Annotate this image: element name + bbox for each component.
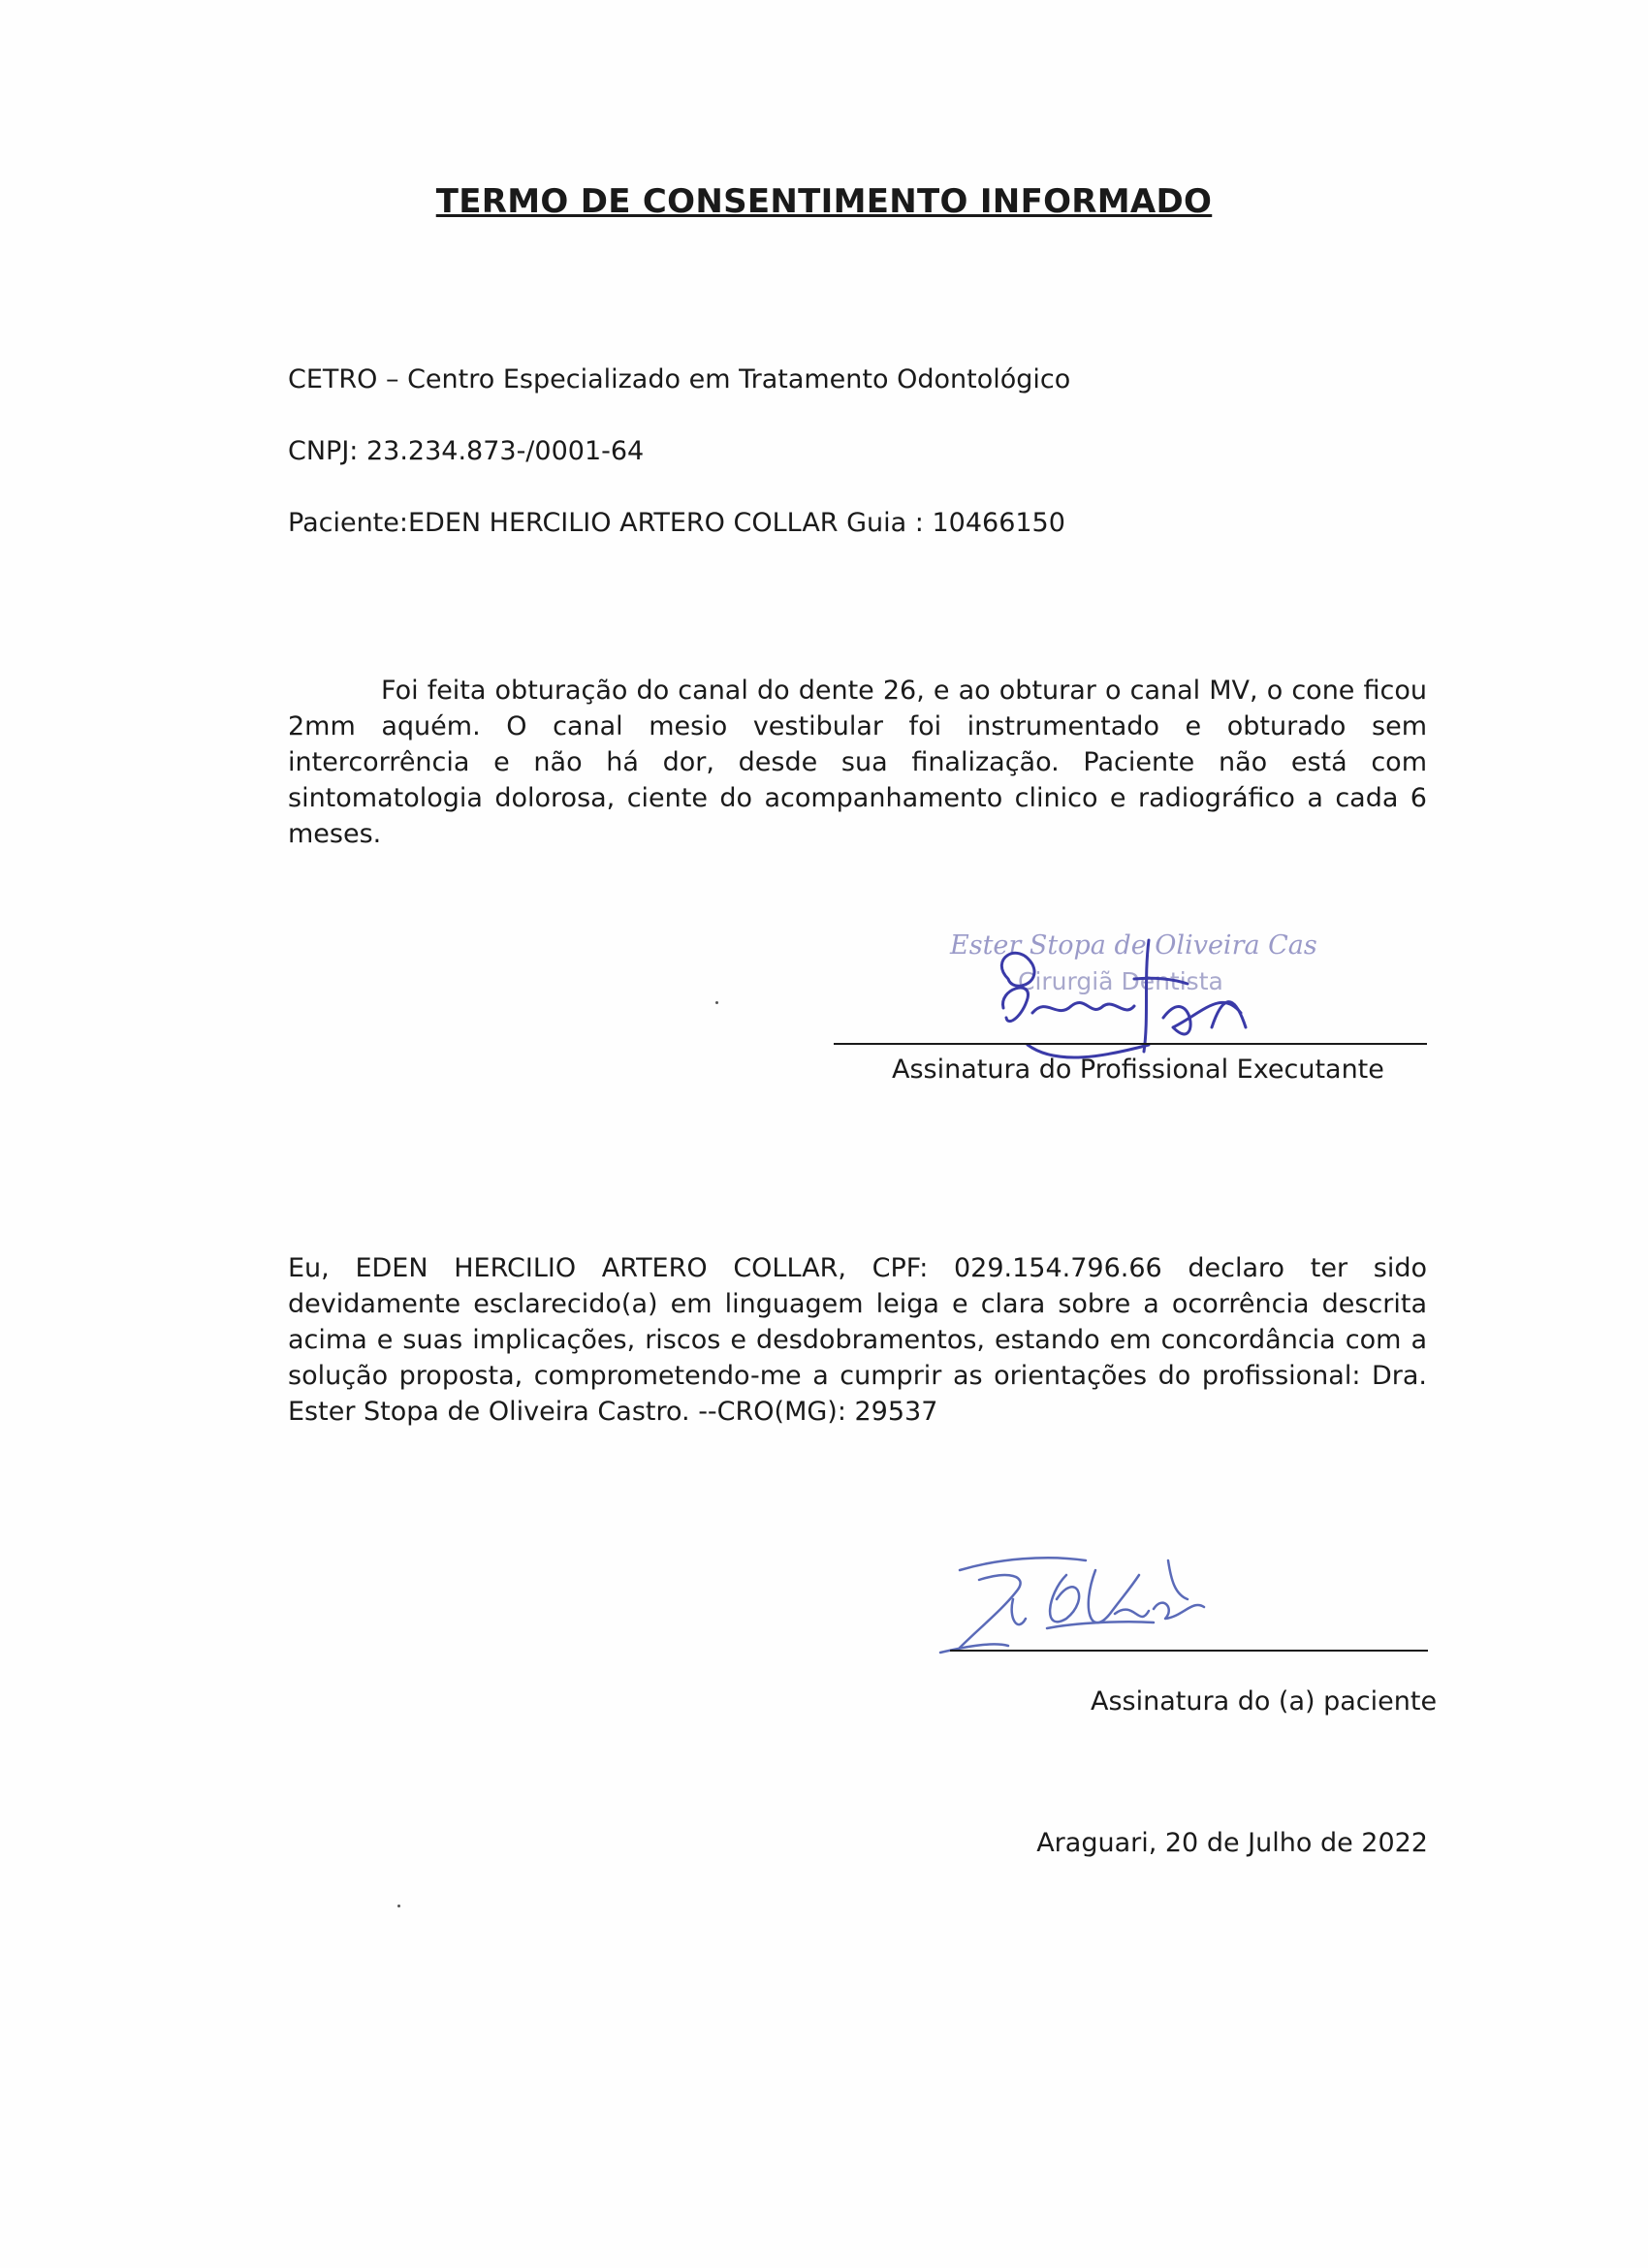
professional-signature-line [834, 1043, 1427, 1045]
patient-signature-line [950, 1650, 1428, 1652]
document-title: TERMO DE CONSENTIMENTO INFORMADO [435, 182, 1213, 221]
patient-signature-caption: Assinatura do (a) paciente [1091, 1686, 1438, 1717]
scan-speck [397, 1905, 400, 1907]
professional-signature-caption: Assinatura do Profissional Executante [892, 1055, 1384, 1085]
clinic-cnpj: CNPJ: 23.234.873-/0001-64 [288, 436, 645, 466]
patient-line: Paciente:EDEN HERCILIO ARTERO COLLAR Guia : 10466150 [288, 508, 1065, 538]
stamp-role: Cirurgiã Dentista [1018, 967, 1223, 995]
declaration-paragraph: Eu, EDEN HERCILIO ARTERO COLLAR, CPF: 029.154.796.66 declaro ter sido devidamente esclarecido(a) em linguagem leiga e clara sobre a ocorrência descrita acima e suas implicações, riscos e desdobramentos, estando em concordância com a solução proposta, comprometendo-me a cumprir as orientações do profissional: Dra. Ester Stopa de Oliveira Castro. --CRO(MG): 29537 [288, 1253, 1427, 1427]
date-line: Araguari, 20 de Julho de 2022 [1036, 1828, 1428, 1858]
scan-speck [715, 1001, 718, 1004]
stamp-name: Ester Stopa de Oliveira Cas [950, 930, 1317, 961]
clinic-name: CETRO – Centro Especializado em Tratamento Odontológico [288, 364, 1071, 394]
patient-signature [921, 1541, 1251, 1667]
professional-signature [979, 921, 1289, 1076]
procedure-paragraph: Foi feita obturação do canal do dente 26, e ao obturar o canal MV, o cone ficou 2mm aquém. O canal mesio vestibular foi instrumentado e obturado sem intercorrência e não há dor, desde sua finalização. Paciente não está com sintomatologia dolorosa, ciente do acompanhamento clinico e radiográfico a cada 6 meses. [288, 676, 1427, 849]
